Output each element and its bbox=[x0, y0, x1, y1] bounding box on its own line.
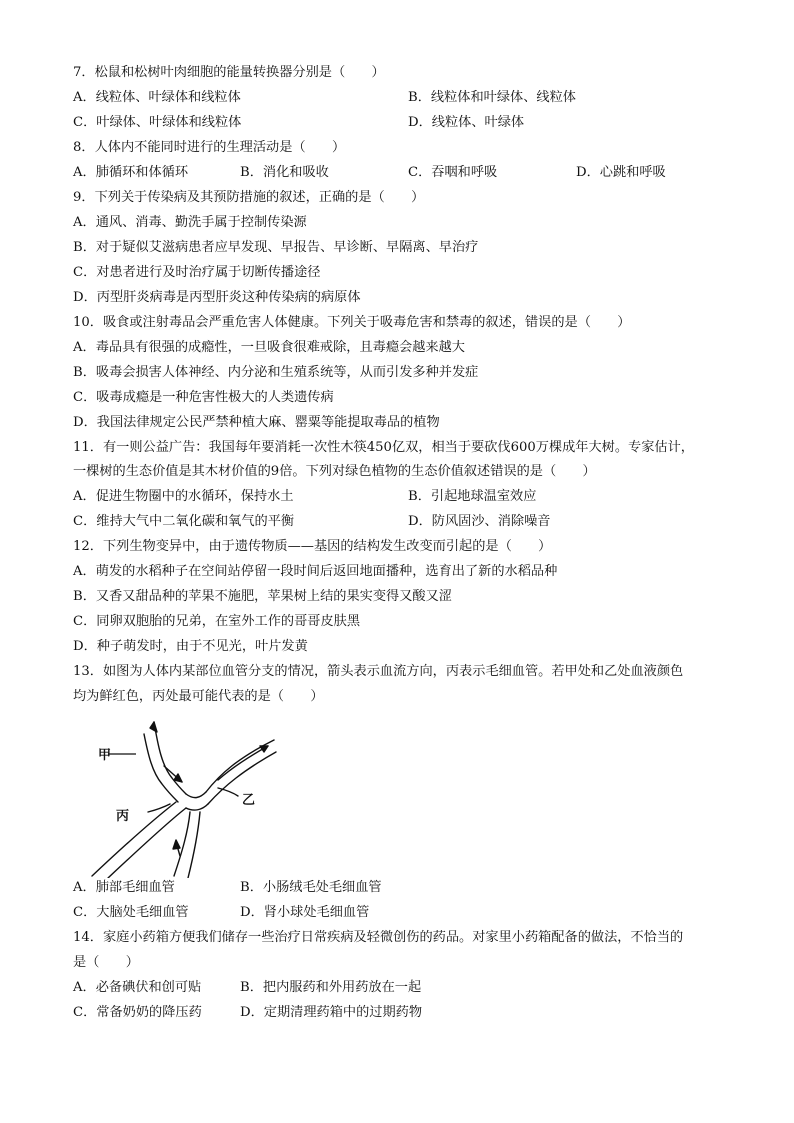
question-14-option-a: A．必备碘伏和创可贴 bbox=[73, 980, 202, 995]
label-bing: 丙 bbox=[116, 809, 130, 824]
label-yi: 乙 bbox=[242, 793, 256, 808]
question-14-stem-line-2: 是（ ） bbox=[73, 955, 139, 970]
question-7-option-a: A．线粒体、叶绿体和线粒体 bbox=[73, 90, 241, 105]
capillary-bottom bbox=[186, 804, 208, 810]
question-10-option-a: A．毒品具有很强的成瘾性，一旦吸食很难戒除，且毒瘾会越来越大 bbox=[73, 340, 465, 355]
question-12-option-b: B．又香又甜品种的苹果不施肥，苹果树上结的果实变得又酸又涩 bbox=[73, 589, 452, 604]
question-14-option-c: C．常备奶奶的降压药 bbox=[73, 1005, 202, 1020]
vessel-jia-arrow bbox=[150, 722, 157, 732]
label-jia: 甲 bbox=[98, 748, 112, 763]
vessel-bing-wall-outer bbox=[92, 802, 176, 876]
question-8-option-b: B．消化和吸收 bbox=[240, 165, 329, 180]
question-9-option-a: A．通风、消毒、勤洗手属于控制传染源 bbox=[73, 215, 307, 230]
capillary-top bbox=[186, 792, 206, 798]
question-11-option-d: D．防风固沙、消除噪音 bbox=[408, 514, 551, 529]
question-8-stem: 8．人体内不能同时进行的生理活动是（ ） bbox=[73, 140, 346, 155]
question-12-option-a: A．萌发的水稻种子在空间站停留一段时间后返回地面播种，选育出了新的水稻品种 bbox=[73, 564, 558, 579]
question-9-option-b: B．对于疑似艾滋病患者应早发现、早报告、早诊断、早隔离、早治疗 bbox=[73, 240, 479, 255]
question-11-option-c: C．维持大气中二氧化碳和氧气的平衡 bbox=[73, 514, 295, 529]
yi-pointer bbox=[218, 788, 238, 796]
question-12-option-d: D．种子萌发时，由于不见光，叶片发黄 bbox=[73, 639, 308, 654]
question-14-option-b: B．把内服药和外用药放在一起 bbox=[240, 980, 422, 995]
question-8-option-a: A．肺循环和体循环 bbox=[73, 165, 189, 180]
question-9-stem: 9．下列关于传染病及其预防措施的叙述，正确的是（ ） bbox=[73, 190, 425, 205]
question-10-option-b: B．吸毒会损害人体神经、内分泌和生殖系统等，从而引发多种并发症 bbox=[73, 365, 479, 380]
question-10-option-d: D．我国法律规定公民严禁种植大麻、罂粟等能提取毒品的植物 bbox=[73, 415, 440, 430]
question-14-option-d: D．定期清理药箱中的过期药物 bbox=[240, 1005, 423, 1020]
question-12-option-c: C．同卵双胞胎的兄弟，在室外工作的哥哥皮肤黑 bbox=[73, 614, 361, 629]
question-10-option-c: C．吸毒成瘾是一种危害性极大的人类遗传病 bbox=[73, 390, 334, 405]
question-7-option-c: C．叶绿体、叶绿体和线粒体 bbox=[73, 115, 242, 130]
vessel-lower-wall-right bbox=[188, 812, 200, 878]
lower-arrow-head bbox=[173, 840, 180, 849]
question-14-stem-line-1: 14．家庭小药箱方便我们储存一些治疗日常疾病及轻微创伤的药品。对家里小药箱配备的做法，不恰当的 bbox=[73, 930, 684, 945]
question-13-option-c: C．大脑处毛细血管 bbox=[73, 905, 189, 920]
question-7-option-b: B．线粒体和叶绿体、线粒体 bbox=[408, 90, 576, 105]
question-13-stem-line-2: 均为鲜红色，丙处最可能代表的是（ ） bbox=[73, 689, 324, 704]
question-11-stem-line-1: 11．有一则公益广告：我国每年要消耗一次性木筷450亿双，相当于要砍伐600万棵成年大树。专家估计， bbox=[73, 440, 694, 455]
question-13-option-d: D．肾小球处毛细血管 bbox=[240, 905, 370, 920]
vessel-jia-wall-inner bbox=[144, 734, 178, 802]
blood-vessel-diagram bbox=[78, 716, 278, 878]
bing-pointer bbox=[148, 804, 170, 812]
question-9-option-c: C．对患者进行及时治疗属于切断传播途径 bbox=[73, 265, 321, 280]
question-13-option-b: B．小肠绒毛处毛细血管 bbox=[240, 880, 382, 895]
question-7-option-d: D．线粒体、叶绿体 bbox=[408, 115, 525, 130]
question-8-option-d: D．心跳和呼吸 bbox=[576, 165, 666, 180]
question-13-stem-line-1: 13．如图为人体内某部位血管分支的情况，箭头表示血流方向，丙表示毛细血管。若甲处和乙处血液颜色 bbox=[73, 664, 684, 679]
question-7-stem: 7．松鼠和松树叶肉细胞的能量转换器分别是（ ） bbox=[73, 65, 385, 80]
vessel-jia-wall-outer bbox=[154, 722, 186, 794]
question-11-stem-line-2: 一棵树的生态价值是其木材价值的9倍。下列对绿色植物的生态价值叙述错误的是（ ） bbox=[73, 464, 596, 479]
question-12-stem: 12．下列生物变异中，由于遗传物质——基因的结构发生改变而引起的是（ ） bbox=[73, 539, 552, 554]
question-10-stem: 10．吸食或注射毒品会严重危害人体健康。下列关于吸毒危害和禁毒的叙述，错误的是（ ） bbox=[73, 315, 631, 330]
blood-vessel-svg bbox=[78, 716, 278, 878]
question-11-option-a: A．促进生物圈中的水循环，保持水土 bbox=[73, 489, 294, 504]
question-13-option-a: A．肺部毛细血管 bbox=[73, 880, 175, 895]
question-8-option-c: C．吞咽和呼吸 bbox=[408, 165, 498, 180]
vessel-yi-midline bbox=[218, 746, 268, 780]
vessel-yi-arrow bbox=[260, 746, 268, 752]
question-11-option-b: B．引起地球温室效应 bbox=[408, 489, 537, 504]
question-9-option-d: D．丙型肝炎病毒是丙型肝炎这种传染病的病原体 bbox=[73, 290, 361, 305]
